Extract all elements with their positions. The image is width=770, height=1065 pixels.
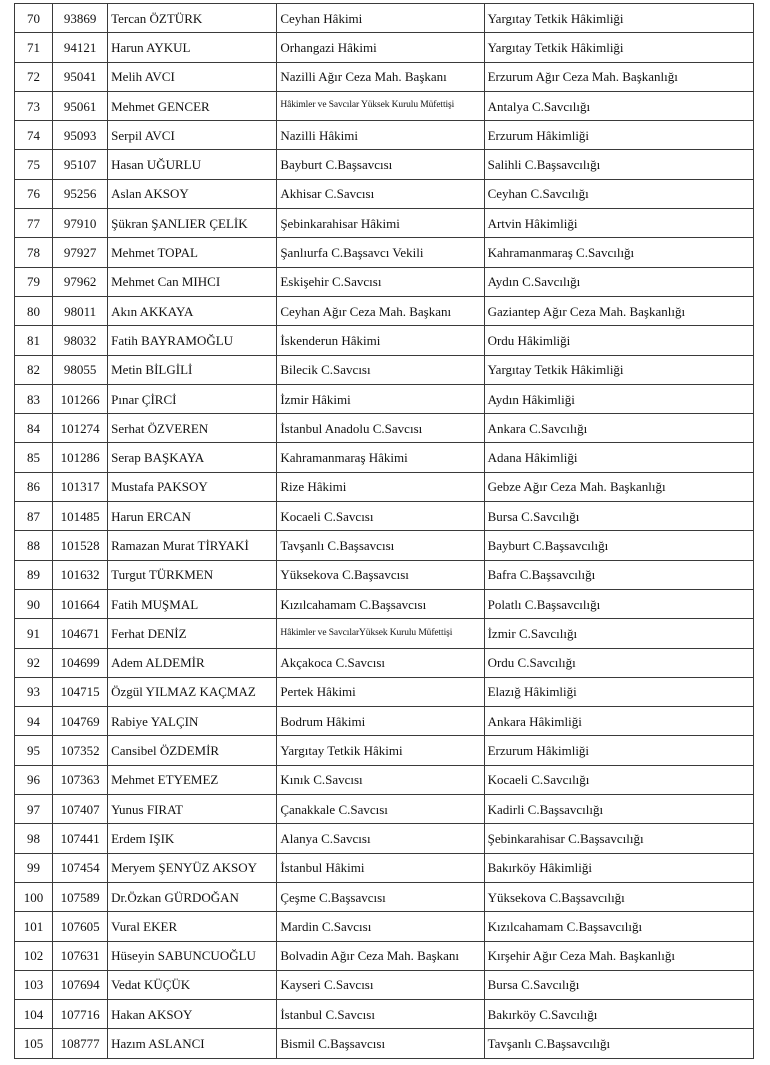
current-position: Hâkimler ve Savcılar Yüksek Kurulu Müfettişi	[277, 91, 484, 120]
current-position: Akhisar C.Savcısı	[277, 179, 484, 208]
table-row	[15, 179, 754, 208]
table-row	[15, 296, 754, 325]
registry-number: 101528	[53, 531, 108, 560]
person-name: Aslan AKSOY	[108, 179, 277, 208]
registry-number: 101632	[53, 560, 108, 589]
row-number: 91	[15, 619, 53, 648]
current-position: Yargıtay Tetkik Hâkimi	[277, 736, 484, 765]
current-position: Nazilli Ağır Ceza Mah. Başkanı	[277, 62, 484, 91]
current-position: Ceyhan Hâkimi	[277, 4, 484, 33]
row-number: 84	[15, 414, 53, 443]
current-position: Eskişehir C.Savcısı	[277, 267, 484, 296]
new-assignment: Bafra C.Başsavcılığı	[484, 560, 753, 589]
table-row	[15, 619, 754, 648]
current-position: Nazilli Hâkimi	[277, 121, 484, 150]
row-number: 104	[15, 1000, 53, 1029]
table-row	[15, 1000, 754, 1029]
registry-number: 104671	[53, 619, 108, 648]
person-name: Vedat KÜÇÜK	[108, 970, 277, 999]
row-number: 90	[15, 589, 53, 618]
person-name: Mehmet ETYEMEZ	[108, 765, 277, 794]
new-assignment: Ankara C.Savcılığı	[484, 414, 753, 443]
person-name: Serhat ÖZVEREN	[108, 414, 277, 443]
new-assignment: İzmir C.Savcılığı	[484, 619, 753, 648]
current-position: Kahramanmaraş Hâkimi	[277, 443, 484, 472]
row-number: 97	[15, 795, 53, 824]
new-assignment: Bursa C.Savcılığı	[484, 970, 753, 999]
row-number: 71	[15, 33, 53, 62]
table-row	[15, 414, 754, 443]
current-position: İstanbul C.Savcısı	[277, 1000, 484, 1029]
row-number: 95	[15, 736, 53, 765]
new-assignment: Aydın C.Savcılığı	[484, 267, 753, 296]
new-assignment: Kocaeli C.Savcılığı	[484, 765, 753, 794]
row-number: 87	[15, 502, 53, 531]
current-position: Çeşme C.Başsavcısı	[277, 882, 484, 911]
table-row	[15, 677, 754, 706]
person-name: Hasan UĞURLU	[108, 150, 277, 179]
person-name: Fatih BAYRAMOĞLU	[108, 326, 277, 355]
registry-number: 98032	[53, 326, 108, 355]
registry-number: 101286	[53, 443, 108, 472]
registry-number: 101485	[53, 502, 108, 531]
current-position: İstanbul Anadolu C.Savcısı	[277, 414, 484, 443]
registry-number: 107605	[53, 912, 108, 941]
row-number: 81	[15, 326, 53, 355]
table-row	[15, 33, 754, 62]
table-row	[15, 736, 754, 765]
person-name: Dr.Özkan GÜRDOĞAN	[108, 882, 277, 911]
table-row	[15, 238, 754, 267]
new-assignment: Ordu C.Savcılığı	[484, 648, 753, 677]
registry-number: 101317	[53, 472, 108, 501]
new-assignment: Erzurum Hâkimliği	[484, 736, 753, 765]
table-row	[15, 62, 754, 91]
registry-number: 108777	[53, 1029, 108, 1058]
row-number: 93	[15, 677, 53, 706]
person-name: Hazım ASLANCI	[108, 1029, 277, 1058]
row-number: 99	[15, 853, 53, 882]
person-name: Tercan ÖZTÜRK	[108, 4, 277, 33]
current-position: Kınık C.Savcısı	[277, 765, 484, 794]
registry-number: 95107	[53, 150, 108, 179]
table-row	[15, 472, 754, 501]
current-position: İzmir Hâkimi	[277, 384, 484, 413]
row-number: 86	[15, 472, 53, 501]
registry-number: 107589	[53, 882, 108, 911]
current-position: Alanya C.Savcısı	[277, 824, 484, 853]
registry-number: 107407	[53, 795, 108, 824]
registry-number: 107631	[53, 941, 108, 970]
row-number: 89	[15, 560, 53, 589]
table-row	[15, 531, 754, 560]
new-assignment: Gaziantep Ağır Ceza Mah. Başkanlığı	[484, 296, 753, 325]
new-assignment: Şebinkarahisar C.Başsavcılığı	[484, 824, 753, 853]
new-assignment: Ceyhan C.Savcılığı	[484, 179, 753, 208]
table-row	[15, 150, 754, 179]
row-number: 76	[15, 179, 53, 208]
person-name: Vural EKER	[108, 912, 277, 941]
table-row	[15, 209, 754, 238]
table-row	[15, 384, 754, 413]
new-assignment: Gebze Ağır Ceza Mah. Başkanlığı	[484, 472, 753, 501]
row-number: 85	[15, 443, 53, 472]
current-position: Kayseri C.Savcısı	[277, 970, 484, 999]
row-number: 74	[15, 121, 53, 150]
current-position: Bodrum Hâkimi	[277, 707, 484, 736]
person-name: Mehmet TOPAL	[108, 238, 277, 267]
row-number: 70	[15, 4, 53, 33]
new-assignment: Erzurum Hâkimliği	[484, 121, 753, 150]
current-position: Bayburt C.Başsavcısı	[277, 150, 484, 179]
person-name: Hüseyin SABUNCUOĞLU	[108, 941, 277, 970]
new-assignment: Bayburt C.Başsavcılığı	[484, 531, 753, 560]
person-name: Akın AKKAYA	[108, 296, 277, 325]
table-row	[15, 560, 754, 589]
new-assignment: Erzurum Ağır Ceza Mah. Başkanlığı	[484, 62, 753, 91]
person-name: Mustafa PAKSOY	[108, 472, 277, 501]
new-assignment: Elazığ Hâkimliği	[484, 677, 753, 706]
current-position: Orhangazi Hâkimi	[277, 33, 484, 62]
registry-number: 101266	[53, 384, 108, 413]
new-assignment: Ordu Hâkimliği	[484, 326, 753, 355]
current-position: Yüksekova C.Başsavcısı	[277, 560, 484, 589]
row-number: 94	[15, 707, 53, 736]
current-position: Şanlıurfa C.Başsavcı Vekili	[277, 238, 484, 267]
person-name: Harun ERCAN	[108, 502, 277, 531]
table-row	[15, 941, 754, 970]
person-name: Fatih MUŞMAL	[108, 589, 277, 618]
registry-number: 98055	[53, 355, 108, 384]
row-number: 72	[15, 62, 53, 91]
registry-number: 101274	[53, 414, 108, 443]
row-number: 75	[15, 150, 53, 179]
new-assignment: Yargıtay Tetkik Hâkimliği	[484, 33, 753, 62]
current-position: Kocaeli C.Savcısı	[277, 502, 484, 531]
row-number: 82	[15, 355, 53, 384]
table-row	[15, 648, 754, 677]
registry-number: 101664	[53, 589, 108, 618]
new-assignment: Bursa C.Savcılığı	[484, 502, 753, 531]
registry-number: 107352	[53, 736, 108, 765]
current-position: İstanbul Hâkimi	[277, 853, 484, 882]
person-name: Ramazan Murat TİRYAKİ	[108, 531, 277, 560]
new-assignment: Tavşanlı C.Başsavcılığı	[484, 1029, 753, 1058]
table-row	[15, 707, 754, 736]
appointment-table-body	[15, 4, 754, 1059]
registry-number: 95093	[53, 121, 108, 150]
registry-number: 104715	[53, 677, 108, 706]
registry-number: 93869	[53, 4, 108, 33]
new-assignment: Bakırköy Hâkimliği	[484, 853, 753, 882]
table-row	[15, 355, 754, 384]
person-name: Meryem ŞENYÜZ AKSOY	[108, 853, 277, 882]
person-name: Rabiye YALÇIN	[108, 707, 277, 736]
current-position: Bilecik C.Savcısı	[277, 355, 484, 384]
new-assignment: Kadirli C.Başsavcılığı	[484, 795, 753, 824]
new-assignment: Salihli C.Başsavcılığı	[484, 150, 753, 179]
table-row	[15, 912, 754, 941]
row-number: 77	[15, 209, 53, 238]
table-row	[15, 1029, 754, 1058]
table-row	[15, 267, 754, 296]
table-row	[15, 502, 754, 531]
person-name: Serpil AVCI	[108, 121, 277, 150]
table-row	[15, 970, 754, 999]
row-number: 98	[15, 824, 53, 853]
registry-number: 107363	[53, 765, 108, 794]
new-assignment: Aydın Hâkimliği	[484, 384, 753, 413]
table-row	[15, 882, 754, 911]
person-name: Melih AVCI	[108, 62, 277, 91]
person-name: Pınar ÇİRCİ	[108, 384, 277, 413]
person-name: Mehmet Can MIHCI	[108, 267, 277, 296]
registry-number: 107454	[53, 853, 108, 882]
table-row	[15, 853, 754, 882]
table-row	[15, 91, 754, 120]
row-number: 92	[15, 648, 53, 677]
row-number: 80	[15, 296, 53, 325]
current-position: Rize Hâkimi	[277, 472, 484, 501]
row-number: 103	[15, 970, 53, 999]
person-name: Harun AYKUL	[108, 33, 277, 62]
new-assignment: Ankara Hâkimliği	[484, 707, 753, 736]
current-position: Bismil C.Başsavcısı	[277, 1029, 484, 1058]
person-name: Hakan AKSOY	[108, 1000, 277, 1029]
table-row	[15, 121, 754, 150]
row-number: 79	[15, 267, 53, 296]
person-name: Yunus FIRAT	[108, 795, 277, 824]
registry-number: 107694	[53, 970, 108, 999]
new-assignment: Yüksekova C.Başsavcılığı	[484, 882, 753, 911]
table-row	[15, 4, 754, 33]
person-name: Erdem IŞIK	[108, 824, 277, 853]
registry-number: 104699	[53, 648, 108, 677]
current-position: Bolvadin Ağır Ceza Mah. Başkanı	[277, 941, 484, 970]
person-name: Özgül YILMAZ KAÇMAZ	[108, 677, 277, 706]
row-number: 105	[15, 1029, 53, 1058]
row-number: 78	[15, 238, 53, 267]
person-name: Cansibel ÖZDEMİR	[108, 736, 277, 765]
row-number: 83	[15, 384, 53, 413]
new-assignment: Kırşehir Ağır Ceza Mah. Başkanlığı	[484, 941, 753, 970]
current-position: Ceyhan Ağır Ceza Mah. Başkanı	[277, 296, 484, 325]
current-position: Tavşanlı C.Başsavcısı	[277, 531, 484, 560]
registry-number: 104769	[53, 707, 108, 736]
person-name: Turgut TÜRKMEN	[108, 560, 277, 589]
registry-number: 95256	[53, 179, 108, 208]
registry-number: 98011	[53, 296, 108, 325]
new-assignment: Yargıtay Tetkik Hâkimliği	[484, 355, 753, 384]
new-assignment: Adana Hâkimliği	[484, 443, 753, 472]
table-row	[15, 765, 754, 794]
person-name: Ferhat DENİZ	[108, 619, 277, 648]
new-assignment: Yargıtay Tetkik Hâkimliği	[484, 4, 753, 33]
table-row	[15, 443, 754, 472]
new-assignment: Bakırköy C.Savcılığı	[484, 1000, 753, 1029]
table-row	[15, 589, 754, 618]
row-number: 100	[15, 882, 53, 911]
person-name: Şükran ŞANLIER ÇELİK	[108, 209, 277, 238]
registry-number: 95041	[53, 62, 108, 91]
person-name: Serap BAŞKAYA	[108, 443, 277, 472]
registry-number: 107716	[53, 1000, 108, 1029]
registry-number: 94121	[53, 33, 108, 62]
registry-number: 95061	[53, 91, 108, 120]
new-assignment: Kızılcahamam C.Başsavcılığı	[484, 912, 753, 941]
current-position: Mardin C.Savcısı	[277, 912, 484, 941]
row-number: 101	[15, 912, 53, 941]
current-position: Şebinkarahisar Hâkimi	[277, 209, 484, 238]
person-name: Metin BİLGİLİ	[108, 355, 277, 384]
registry-number: 97927	[53, 238, 108, 267]
registry-number: 97962	[53, 267, 108, 296]
table-row	[15, 795, 754, 824]
current-position: İskenderun Hâkimi	[277, 326, 484, 355]
row-number: 88	[15, 531, 53, 560]
new-assignment: Polatlı C.Başsavcılığı	[484, 589, 753, 618]
table-row	[15, 824, 754, 853]
person-name: Adem ALDEMİR	[108, 648, 277, 677]
registry-number: 107441	[53, 824, 108, 853]
new-assignment: Artvin Hâkimliği	[484, 209, 753, 238]
row-number: 102	[15, 941, 53, 970]
current-position: Hâkimler ve SavcılarYüksek Kurulu Müfettişi	[277, 619, 484, 648]
new-assignment: Antalya C.Savcılığı	[484, 91, 753, 120]
current-position: Pertek Hâkimi	[277, 677, 484, 706]
current-position: Kızılcahamam C.Başsavcısı	[277, 589, 484, 618]
registry-number: 97910	[53, 209, 108, 238]
current-position: Akçakoca C.Savcısı	[277, 648, 484, 677]
row-number: 73	[15, 91, 53, 120]
table-row	[15, 326, 754, 355]
row-number: 96	[15, 765, 53, 794]
person-name: Mehmet GENCER	[108, 91, 277, 120]
appointment-table	[14, 3, 754, 1059]
current-position: Çanakkale C.Savcısı	[277, 795, 484, 824]
new-assignment: Kahramanmaraş C.Savcılığı	[484, 238, 753, 267]
